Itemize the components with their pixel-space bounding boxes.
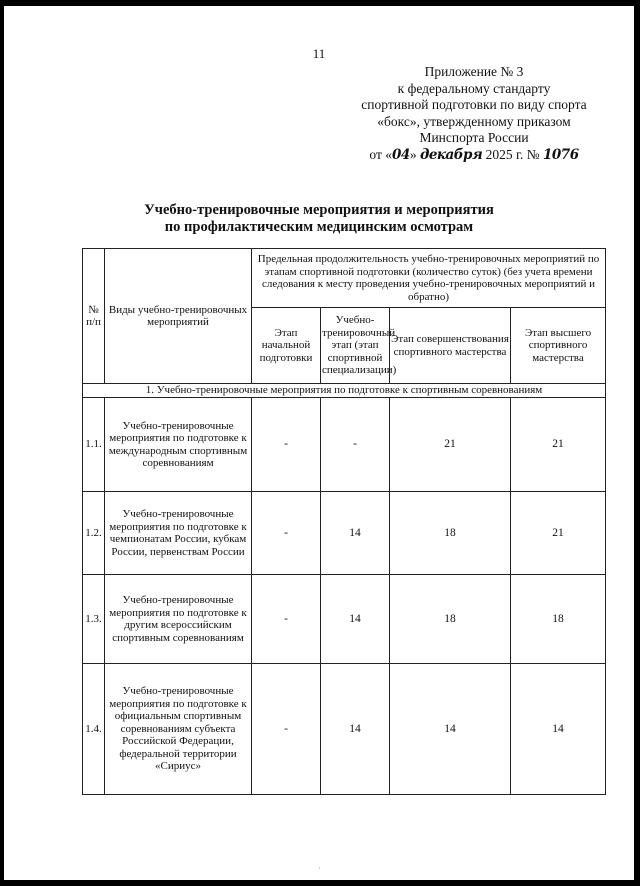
appendix-line-1: Приложение № 3	[424, 64, 524, 79]
row-value: 14	[321, 575, 390, 664]
title-line-1: Учебно-тренировочные мероприятия и мероприятия	[144, 202, 494, 218]
row-number: 1.3.	[83, 575, 105, 664]
row-value: 14	[321, 492, 390, 575]
scan-mark: ·	[318, 864, 321, 873]
row-value: 18	[390, 575, 511, 664]
row-value: 18	[511, 575, 606, 664]
header-stage-improvement: Этап совершенствования спортивного мастерства	[390, 308, 511, 384]
row-value: 21	[511, 492, 606, 575]
order-year: 2025 г. №	[482, 146, 544, 162]
document-page	[4, 6, 634, 880]
row-value: 14	[321, 664, 390, 795]
order-day: 04	[392, 146, 410, 163]
order-date-quote: »	[409, 146, 420, 162]
row-value: 18	[390, 492, 511, 575]
row-number: 1.1.	[83, 398, 105, 492]
appendix-line-5: Минспорта России	[419, 130, 529, 145]
table-row	[83, 398, 606, 492]
appendix-line-2: к федеральному стандарту	[397, 80, 551, 96]
appendix-line-4: «бокс», утвержденному приказом	[377, 113, 571, 129]
row-value: -	[321, 398, 390, 492]
events-table	[82, 248, 606, 795]
page-number: 11	[312, 46, 326, 61]
row-value: 14	[390, 664, 511, 795]
appendix-header	[344, 64, 604, 163]
row-value: -	[252, 492, 321, 575]
table-row	[83, 664, 606, 795]
row-number: 1.4.	[83, 664, 105, 795]
section-title: 1. Учебно-тренировочные мероприятия по подготовке к спортивным соревнованиям	[83, 384, 606, 398]
order-date-prefix: от «	[369, 146, 393, 162]
document-title	[4, 202, 634, 236]
order-month: декабря	[419, 146, 483, 163]
row-value: 21	[390, 398, 511, 492]
order-date-line	[344, 147, 604, 164]
header-duration: Предельная продолжительность учебно-тренировочных мероприятий по этапам спортивной подготовки (количество суток) (без учета времени следования к месту проведения учебно-тренировочных мероприятий и обратно)	[252, 249, 606, 308]
row-number: 1.2.	[83, 492, 105, 575]
header-event-types: Виды учебно-тренировочных мероприятий	[105, 249, 252, 384]
row-event: Учебно-тренировочные мероприятия по подготовке к официальным спортивным соревнованиям субъекта Российской Федерации, федеральной территории «Сириус»	[105, 664, 252, 795]
header-stage-training: Учебно-тренировочный этап (этап спортивной специализации)	[321, 308, 390, 384]
row-event: Учебно-тренировочные мероприятия по подготовке к чемпионатам России, кубкам России, первенствам России	[105, 492, 252, 575]
row-value: 14	[511, 664, 606, 795]
table-row	[83, 492, 606, 575]
row-event: Учебно-тренировочные мероприятия по подготовке к другим всероссийским спортивным соревнованиям	[105, 575, 252, 664]
row-value: -	[252, 664, 321, 795]
order-number: 1076	[543, 146, 579, 163]
row-value: 21	[511, 398, 606, 492]
row-event: Учебно-тренировочные мероприятия по подготовке к международным спортивным соревнованиям	[105, 398, 252, 492]
header-stage-initial: Этап начальной подготовки	[252, 308, 321, 384]
title-line-2: по профилактическим медицинским осмотрам	[164, 219, 474, 235]
appendix-line-3: спортивной подготовки по виду спорта	[361, 97, 587, 112]
row-value: -	[252, 575, 321, 664]
table-row	[83, 575, 606, 664]
header-stage-higher: Этап высшего спортивного мастерства	[511, 308, 606, 384]
header-number: № п/п	[83, 249, 105, 384]
row-value: -	[252, 398, 321, 492]
